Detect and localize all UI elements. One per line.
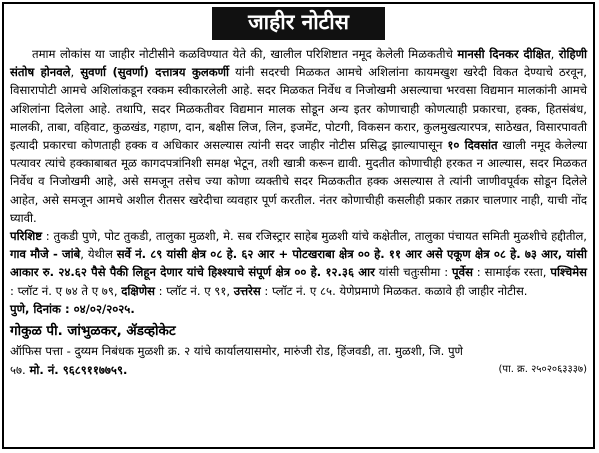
- reference-number: (पा. क्र. २५०२०६३३३७): [498, 364, 587, 376]
- separator: ,: [70, 65, 81, 80]
- owner-name-1: मानसी दिनकर दीक्षित: [457, 47, 551, 61]
- advocate-name: गोकुळ पी. जांभुळकर, ॲडव्होकेट: [10, 323, 176, 340]
- pin-code: ५७.: [10, 363, 26, 378]
- south-label: दक्षिणेस: [121, 283, 155, 298]
- east-label: पूर्वेस: [452, 265, 473, 280]
- title-bar: [4, 4, 593, 43]
- owner-name-3: सुवर्णा (सुवर्णा) दत्तात्रय कुलकर्णी: [80, 65, 230, 80]
- footer-line: [10, 360, 587, 380]
- owner-name-2: रोहिणी संतोष होनवले: [10, 47, 588, 80]
- main-paragraph: [10, 45, 587, 227]
- west-label: पश्चिमेस: [550, 265, 588, 280]
- schedule-label: परिशिष्ट: [10, 229, 42, 244]
- deadline-days: १० दिवसांत: [447, 138, 498, 153]
- text-segment: खाली नमूद केलेल्या पत्यावर त्यांचे हक्काबाबत मूळ कागदपत्रांनिशी समक्ष भेटून, तशी खात्री करून द्यावी. मुदतीत कोणाचीही हरकत न आल्यास, सदर मिळकत निर्वेध व निजोखमी आहे, असे समजून तसेच ज्या कोणा व्यक्तीचे सदर मिळकतीत हक्क असल्यास ते त्यांनी जाणीवपूर्वक सोडून दिलेले आहेत, असे समजून आमचे अशील रीतसर खरेदीचा व्यवहार पूर्ण करतील. नंतर कोणाचीही कसलीही प्रकार तक्रार चालणार नाही, याची नोंद घ्यावी.: [10, 138, 587, 225]
- village-name: गाव मौजे - जांबे: [10, 247, 81, 262]
- text-segment: : तुकडी पुणे, पोट तुकडी, तालुका मुळशी, मे. सब रजिस्ट्रार साहेब मुळशी यांचे कक्षेतील, तालुका पंचायत समिती मुळशीचे हद्दीतील,: [42, 229, 587, 244]
- text-segment: यांसी चतुःसीमा :: [374, 265, 453, 280]
- notice-title: जाहीर नोटीस: [212, 7, 385, 40]
- contact: [10, 360, 127, 380]
- text-segment: , येथील: [80, 247, 117, 262]
- mobile-number: मो. नं. ९६८९११७७५९.: [29, 363, 128, 378]
- separator: ,: [550, 47, 559, 61]
- south-boundary: : प्लॉट नं. ए ९१,: [154, 283, 234, 298]
- schedule-paragraph: [10, 227, 587, 300]
- office-address: ऑफिस पत्ता - दुय्यम निबंधक मुळशी क्र. २ यांचे कार्यालयासमोर, मारुंजी रोड, हिंजवडी, ता. मुळशी, जि. पुणे: [10, 344, 463, 359]
- west-boundary: : प्लॉट नं. ए ७४ ते ए ७९,: [10, 283, 122, 298]
- text-segment: यांनी सदरची मिळकत आमचे अशिलांना कायमखुश खरेदी विकत देण्याचे ठरवून, विसारापोटी आमचे अशिलांकडून रक्कम स्वीकारलेली आहे. सदर मिळकत निर्वेध व निजोखमी असल्याचा भरवसा विद्यमान मालकांनी आमचे अशिलांना दिलेला आहे. तथापि, सदर मिळकतीवर विद्यमान मालक सोडून अन्य इतर कोणाचाही कोणत्याही प्रकारचा, हक्क, हितसंबंध, मालकी, ताबा, वहिवाट, कुळखंड, गहाण, दान, बक्षीस लिज, लिन, इजमेंट, पोटगी, विकसन करार, कुलमुखत्यारपत्र, साठेखत, विसारपावती इत्यादी प्रकारचा कोणताही हक्क व अधिकार असल्यास त्यांनी सदर जाहीर नोटीस प्रसिद्ध झाल्यापासून: [10, 65, 587, 153]
- survey-details: सर्वे नं. ८९ यांसी क्षेत्र ०८ हे. ६२ आर + पोटखराबा क्षेत्र ०० हे. ११ आर असे एकूण क्षेत्र ०८ हे. ७३ आर, यांसी आकार रु. २४.६२ पैसे पैकी लिहून देणार यांचे हिश्श्याचे संपूर्ण क्षेत्र ०० हे. १२.३६ आर: [10, 247, 587, 280]
- north-label: उत्तरेस: [233, 283, 261, 298]
- place-date-text: पुणे, दिनांक : ०४/०२/२०२५.: [10, 301, 135, 316]
- notice-body: [4, 43, 593, 380]
- place-date: [10, 300, 587, 318]
- public-notice: [2, 2, 595, 449]
- text-segment: तमाम लोकांस या जाहीर नोटीसीने कळविण्यात येते की, खालील परिशिष्टात नमूद केलेली मिळकतीचे: [32, 47, 458, 61]
- north-boundary: : प्लॉट नं. ए ८५. येणेप्रमाणे मिळकत. कळावे ही जाहीर नोटीस.: [260, 283, 528, 298]
- east-boundary: : सामाईक रस्ता,: [472, 265, 551, 280]
